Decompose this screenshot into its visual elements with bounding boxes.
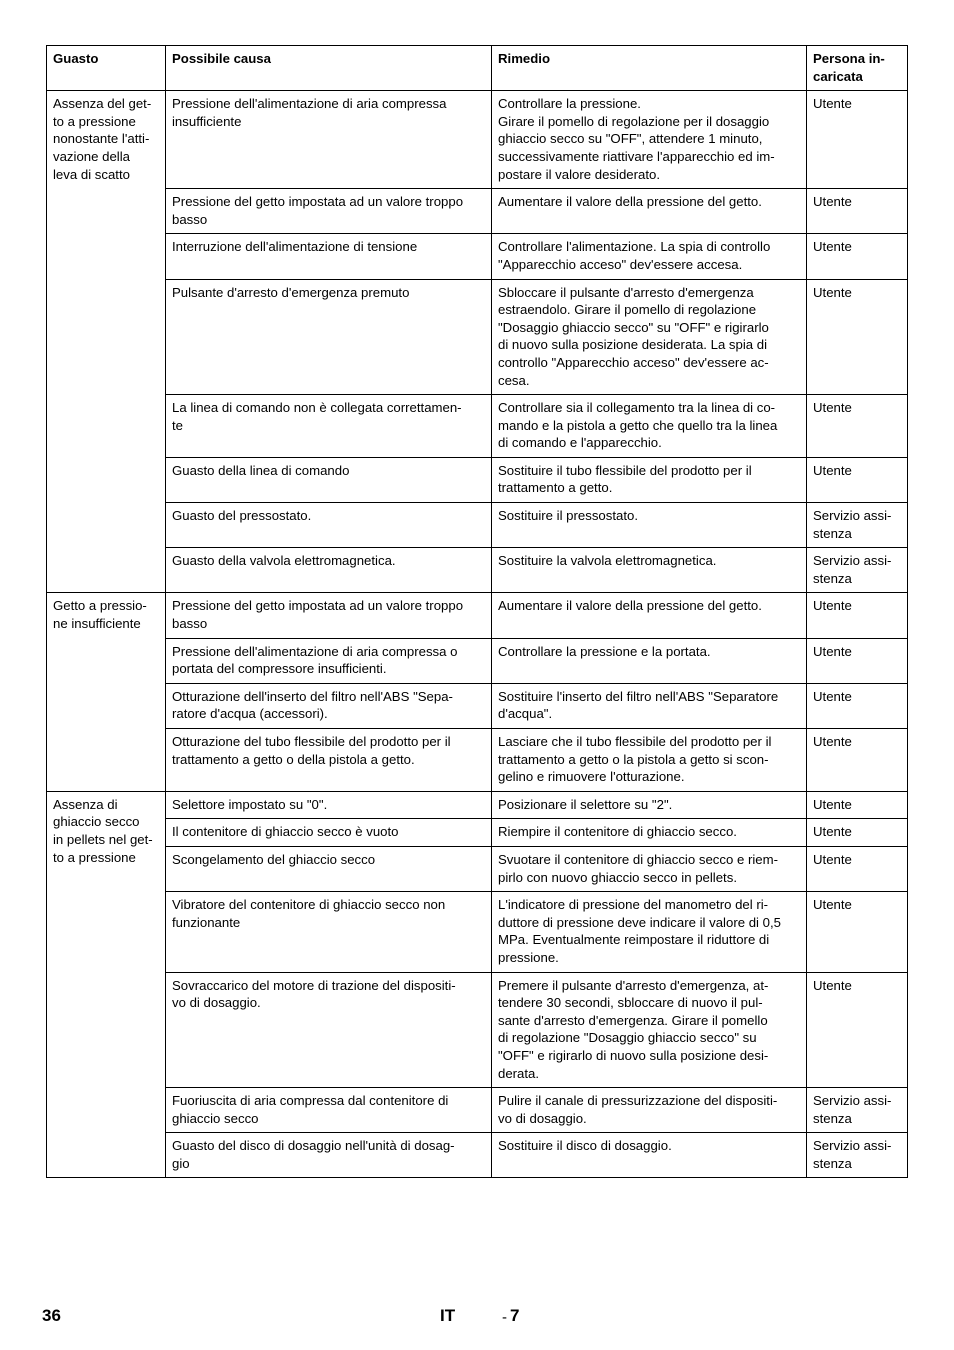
person-cell: Utente [807, 593, 908, 638]
cause-cell: Otturazione del tubo flessibile del prodotto per il trattamento a getto o della pistola a getto. [166, 729, 492, 792]
language-code: IT [440, 1306, 456, 1325]
person-cell: Servizio assi- stenza [807, 1133, 908, 1178]
person-cell: Utente [807, 972, 908, 1088]
person-cell: Servizio assi- stenza [807, 1088, 908, 1133]
person-cell: Servizio assi- stenza [807, 548, 908, 593]
remedy-cell: Premere il pulsante d'arresto d'emergenza, at- tendere 30 secondi, sbloccare di nuovo il pul- sante d'arresto d'emergenza. Girare il pomello di regolazione "Dosaggio ghiaccio secco" su "OFF" e rigirarlo di nuovo sulla posizione desi- derata. [492, 972, 807, 1088]
cause-cell: Guasto della valvola elettromagnetica. [166, 548, 492, 593]
person-cell: Utente [807, 457, 908, 502]
cause-cell: Interruzione dell'alimentazione di tensione [166, 234, 492, 279]
remedy-cell: Controllare l'alimentazione. La spia di controllo "Apparecchio acceso" dev'essere accesa. [492, 234, 807, 279]
header-cause: Possibile causa [166, 46, 492, 91]
table-row [47, 234, 908, 279]
remedy-cell: Sostituire il tubo flessibile del prodotto per il trattamento a getto. [492, 457, 807, 502]
fault-cell: Getto a pressio- ne insufficiente [47, 593, 166, 791]
remedy-cell: Controllare la pressione e la portata. [492, 638, 807, 683]
cause-cell: Pressione del getto impostata ad un valore troppo basso [166, 593, 492, 638]
remedy-cell: Pulire il canale di pressurizzazione del dispositi- vo di dosaggio. [492, 1088, 807, 1133]
remedy-cell: Controllare la pressione. Girare il pomello di regolazione per il dosaggio ghiaccio secco su "OFF", attendere 1 minuto, successivamente riattivare l'apparecchio ed im- postare il valore desiderato. [492, 91, 807, 189]
cause-cell: La linea di comando non è collegata correttamen- te [166, 395, 492, 458]
remedy-cell: Sostituire la valvola elettromagnetica. [492, 548, 807, 593]
person-cell: Utente [807, 819, 908, 847]
cause-cell: Guasto del pressostato. [166, 503, 492, 548]
person-cell: Utente [807, 683, 908, 728]
cause-cell: Sovraccarico del motore di trazione del dispositi- vo di dosaggio. [166, 972, 492, 1088]
table-row [47, 683, 908, 728]
cause-cell: Otturazione dell'inserto del filtro nell'ABS "Sepa- ratore d'acqua (accessori). [166, 683, 492, 728]
remedy-cell: Svuotare il contenitore di ghiaccio secco e riem- pirlo con nuovo ghiaccio secco in pellets. [492, 846, 807, 891]
header-fault: Guasto [47, 46, 166, 91]
table-row [47, 729, 908, 792]
remedy-cell: Sostituire l'inserto del filtro nell'ABS "Separatore d'acqua". [492, 683, 807, 728]
cause-cell: Fuoriuscita di aria compressa dal contenitore di ghiaccio secco [166, 1088, 492, 1133]
header-person: Persona in- caricata [807, 46, 908, 91]
person-cell: Utente [807, 91, 908, 189]
cause-cell: Vibratore del contenitore di ghiaccio secco non funzionante [166, 892, 492, 972]
person-cell: Servizio assi- stenza [807, 503, 908, 548]
cause-cell: Pressione dell'alimentazione di aria compressa insufficiente [166, 91, 492, 189]
cause-cell: Il contenitore di ghiaccio secco è vuoto [166, 819, 492, 847]
header-row [47, 46, 908, 91]
page-number: 36 [42, 1306, 61, 1325]
person-cell: Utente [807, 638, 908, 683]
table-row [47, 892, 908, 972]
table-row [47, 503, 908, 548]
person-cell: Utente [807, 279, 908, 395]
table-row [47, 91, 908, 189]
remedy-cell: Lasciare che il tubo flessibile del prodotto per il trattamento a getto o la pistola a getto si scon- gelino e rimuovere l'otturazione. [492, 729, 807, 792]
table-row [47, 279, 908, 395]
sub-page-number: 7 [510, 1306, 520, 1325]
table-row [47, 791, 908, 819]
table-row [47, 593, 908, 638]
cause-cell: Pulsante d'arresto d'emergenza premuto [166, 279, 492, 395]
header-remedy: Rimedio [492, 46, 807, 91]
remedy-cell: Sostituire il pressostato. [492, 503, 807, 548]
cause-cell: Selettore impostato su "0". [166, 791, 492, 819]
person-cell: Utente [807, 234, 908, 279]
table-row [47, 846, 908, 891]
remedy-cell: Posizionare il selettore su "2". [492, 791, 807, 819]
table-row [47, 457, 908, 502]
table-row [47, 819, 908, 847]
cause-cell: Pressione dell'alimentazione di aria compressa o portata del compressore insufficienti. [166, 638, 492, 683]
table-row [47, 1133, 908, 1178]
table-row [47, 638, 908, 683]
table-row [47, 395, 908, 458]
person-cell: Utente [807, 189, 908, 234]
fault-cell: Assenza del get- to a pressione nonostante l'atti- vazione della leva di scatto [47, 91, 166, 593]
remedy-cell: Riempire il contenitore di ghiaccio secco. [492, 819, 807, 847]
person-cell: Utente [807, 846, 908, 891]
table-row [47, 189, 908, 234]
footer-dash: - [502, 1309, 507, 1326]
troubleshooting-table [46, 45, 908, 1178]
cause-cell: Guasto del disco di dosaggio nell'unità di dosag- gio [166, 1133, 492, 1178]
remedy-cell: Sostituire il disco di dosaggio. [492, 1133, 807, 1178]
table-row [47, 972, 908, 1088]
remedy-cell: L'indicatore di pressione del manometro del ri- duttore di pressione deve indicare il valore di 0,5 MPa. Eventualmente reimpostare il riduttore di pressione. [492, 892, 807, 972]
person-cell: Utente [807, 892, 908, 972]
person-cell: Utente [807, 395, 908, 458]
cause-cell: Pressione del getto impostata ad un valore troppo basso [166, 189, 492, 234]
table-row [47, 1088, 908, 1133]
cause-cell: Guasto della linea di comando [166, 457, 492, 502]
remedy-cell: Sbloccare il pulsante d'arresto d'emergenza estraendolo. Girare il pomello di regolazione "Dosaggio ghiaccio secco" su "OFF" e rigirarlo di nuovo sulla posizione desiderata. La spia di controllo "Apparecchio acceso" dev'essere ac- cesa. [492, 279, 807, 395]
person-cell: Utente [807, 729, 908, 792]
cause-cell: Scongelamento del ghiaccio secco [166, 846, 492, 891]
remedy-cell: Aumentare il valore della pressione del getto. [492, 189, 807, 234]
remedy-cell: Aumentare il valore della pressione del getto. [492, 593, 807, 638]
person-cell: Utente [807, 791, 908, 819]
remedy-cell: Controllare sia il collegamento tra la linea di co- mando e la pistola a getto che quello tra la linea di comando e l'apparecchio. [492, 395, 807, 458]
table-row [47, 548, 908, 593]
fault-cell: Assenza di ghiaccio secco in pellets nel get- to a pressione [47, 791, 166, 1178]
